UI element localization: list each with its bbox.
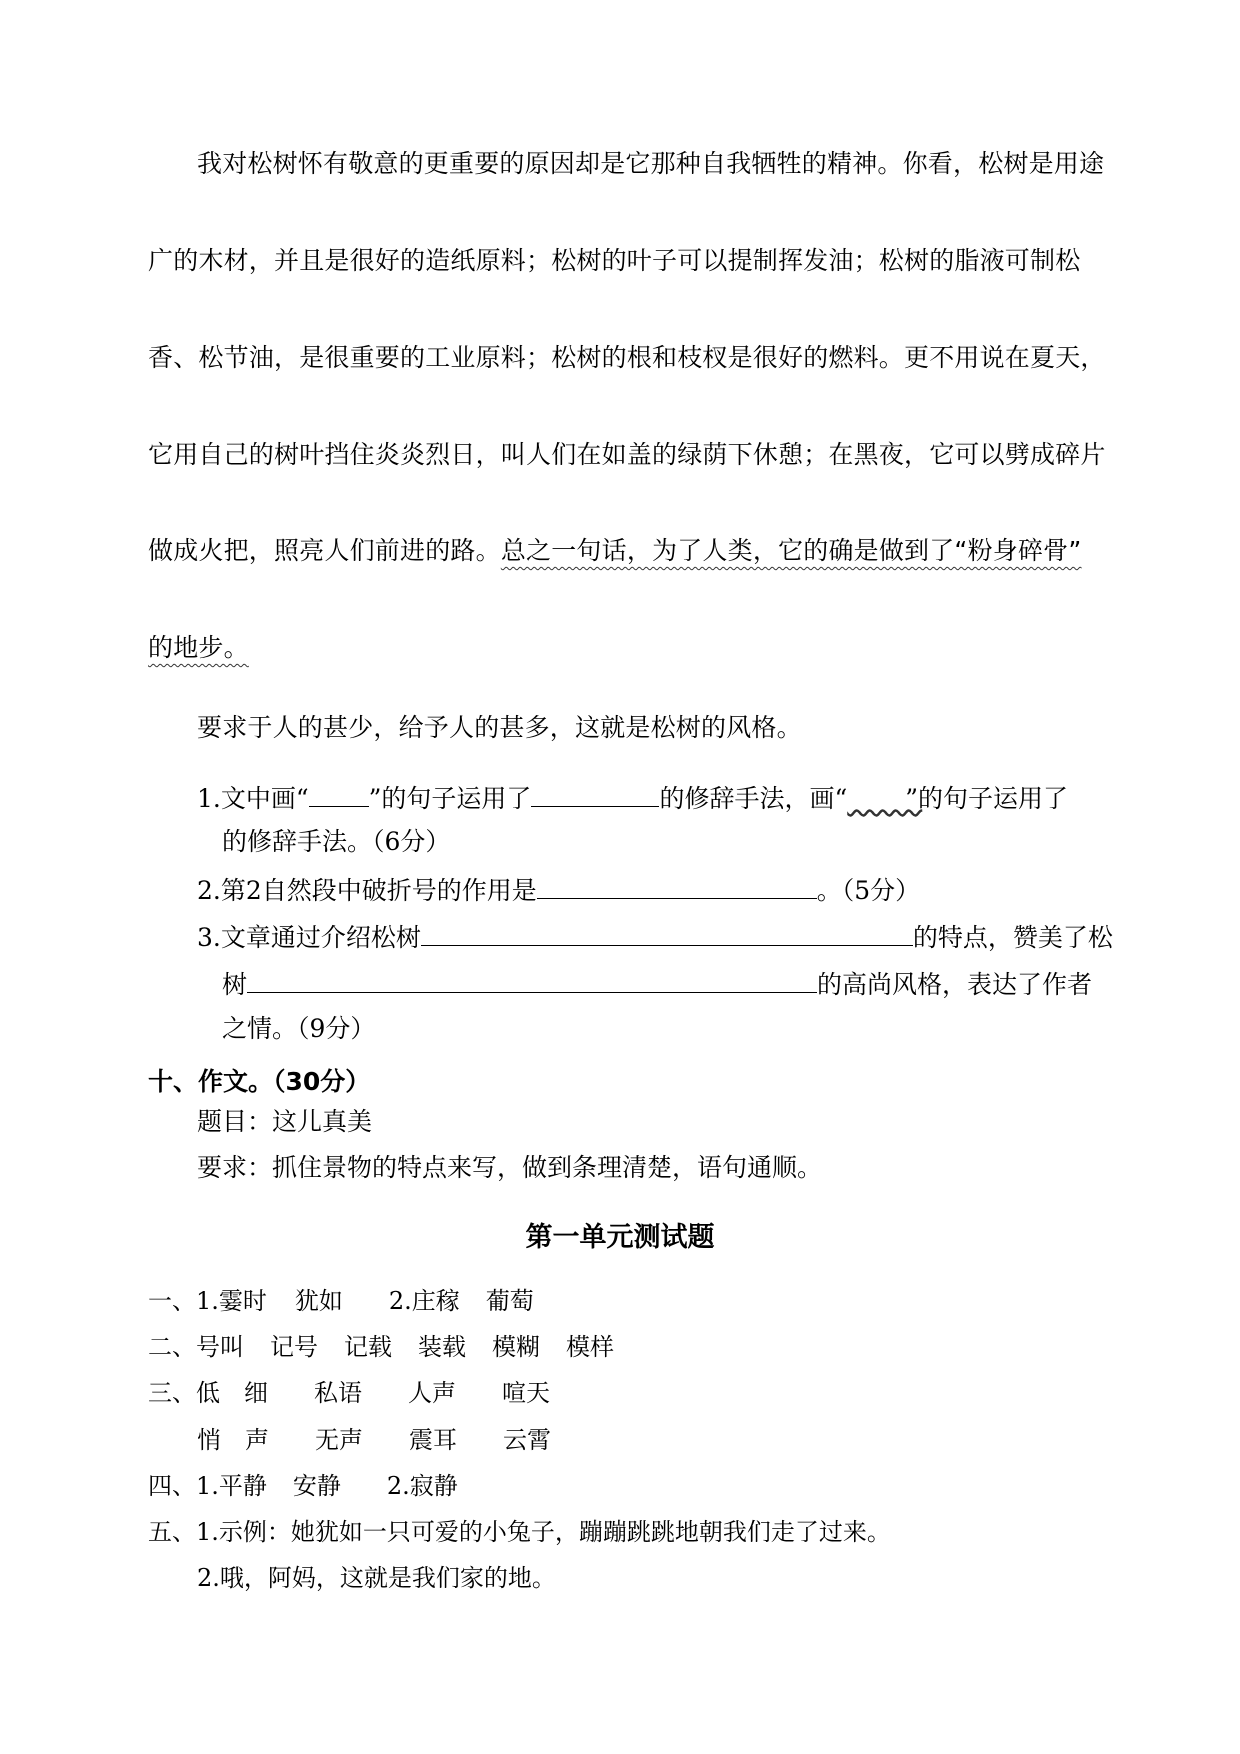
question-1 <box>197 780 1068 815</box>
passage-line-2: 广的木材，并且是很好的造纸原料；松树的叶子可以提制挥发油；松树的脂液可制松 <box>148 246 1081 275</box>
question-2-text-b: 。（5分） <box>816 876 921 905</box>
question-3-text-a: 3.文章通过介绍松树 <box>197 923 421 952</box>
answer-row-3-item: 私语 <box>314 1379 362 1407</box>
answer-row-2-item: 模糊 <box>492 1333 540 1361</box>
answer-row-5-item: 安静 <box>292 1472 341 1500</box>
answer-row-2-item: 模样 <box>566 1333 614 1361</box>
answer-row-1-item: 一、1.霎时 <box>148 1287 267 1315</box>
answer-row-2-item: 二、号叫 <box>148 1333 244 1361</box>
answer-row-2 <box>148 1327 614 1362</box>
answer-row-3 <box>148 1373 550 1408</box>
answer-blank-3a[interactable] <box>421 919 913 946</box>
answer-row-4-item: 震耳 <box>409 1426 457 1454</box>
straight-underline-sample <box>309 780 369 807</box>
passage-line-4: 它用自己的树叶挡住炎炎烈日，叫人们在如盖的绿荫下休憩；在黑夜，它可以劈成碎片 <box>148 440 1106 469</box>
answer-row-4 <box>197 1420 551 1455</box>
question-3 <box>197 919 1113 954</box>
question-1-text-c: 的修辞手法，画“ <box>659 784 848 813</box>
passage-line-1: 我对松树怀有敬意的更重要的原因却是它那种自我牺牲的精神。你看，松树是用途 <box>197 149 1105 178</box>
question-3-text-b: 的特点，赞美了松 <box>912 923 1113 952</box>
answer-blank-2[interactable] <box>537 872 817 899</box>
answer-row-5-item: 四、1.平静 <box>148 1472 267 1500</box>
question-2-text-a: 2.第2自然段中破折号的作用是 <box>197 876 537 905</box>
question-2 <box>197 872 920 907</box>
answer-blank-1a[interactable] <box>531 780 659 807</box>
question-3-line-2 <box>222 966 1092 1001</box>
answer-row-2-item: 装载 <box>418 1333 466 1361</box>
question-1-text-d: ”的句子运用了 <box>905 784 1069 813</box>
answer-row-3-item: 喧天 <box>502 1379 550 1407</box>
question-3-text-c: 树 <box>222 970 248 999</box>
answer-row-2-item: 记号 <box>270 1333 318 1361</box>
answer-row-2-item: 记载 <box>344 1333 392 1361</box>
passage-line-3: 香、松节油，是很重要的工业原料；松树的根和枝杈是很好的燃料。更不用说在夏天， <box>148 343 1106 372</box>
answer-row-6: 五、1.示例：她犹如一只可爱的小兔子，蹦蹦跳跳地朝我们走了过来。 <box>148 1518 891 1546</box>
passage-last-line: 要求于人的甚少，给予人的甚多，这就是松树的风格。 <box>197 713 802 742</box>
answer-blank-3b[interactable] <box>247 966 817 993</box>
question-1-line-2: 的修辞手法。（6分） <box>222 827 451 856</box>
composition-requirement: 要求：抓住景物的特点来写，做到条理清楚，语句通顺。 <box>197 1153 823 1182</box>
answer-row-4-item: 云霄 <box>503 1426 551 1454</box>
answer-row-5 <box>148 1466 458 1501</box>
wavy-underline-sample <box>847 783 905 807</box>
answer-row-3-item: 三、低 细 <box>148 1379 268 1407</box>
question-3-line-3: 之情。（9分） <box>222 1014 376 1043</box>
answer-row-7: 2.哦，阿妈，这就是我们家的地。 <box>197 1564 556 1592</box>
question-3-text-d: 的高尚风格，表达了作者 <box>817 970 1093 999</box>
answer-row-4-item: 无声 <box>315 1426 363 1454</box>
passage-line-5 <box>148 535 1082 567</box>
composition-heading: 十、作文。（30分） <box>148 1067 371 1096</box>
composition-topic: 题目：这儿真美 <box>197 1107 373 1136</box>
passage-wavy-sentence-part-2: 的地步。 <box>148 633 249 662</box>
answer-row-3-item: 人声 <box>408 1379 456 1407</box>
question-1-text-b: ”的句子运用了 <box>368 784 532 813</box>
question-1-text-a: 1.文中画“ <box>197 784 309 813</box>
answer-row-1 <box>148 1281 534 1316</box>
passage-wavy-sentence-part-1: 总之一句话，为了人类，它的确是做到了“粉身碎骨” <box>500 536 1082 565</box>
answer-row-4-item: 悄 声 <box>197 1426 269 1454</box>
passage-line-6 <box>148 632 249 664</box>
answer-row-5-item: 2.寂静 <box>386 1472 458 1500</box>
answer-row-1-item: 2.庄稼 <box>388 1287 460 1315</box>
answer-row-1-item: 葡萄 <box>485 1287 534 1315</box>
passage-line-5-plain: 做成火把，照亮人们前进的路。 <box>148 536 501 565</box>
answer-row-1-item: 犹如 <box>294 1287 343 1315</box>
answer-key-title: 第一单元测试题 <box>525 1222 715 1253</box>
